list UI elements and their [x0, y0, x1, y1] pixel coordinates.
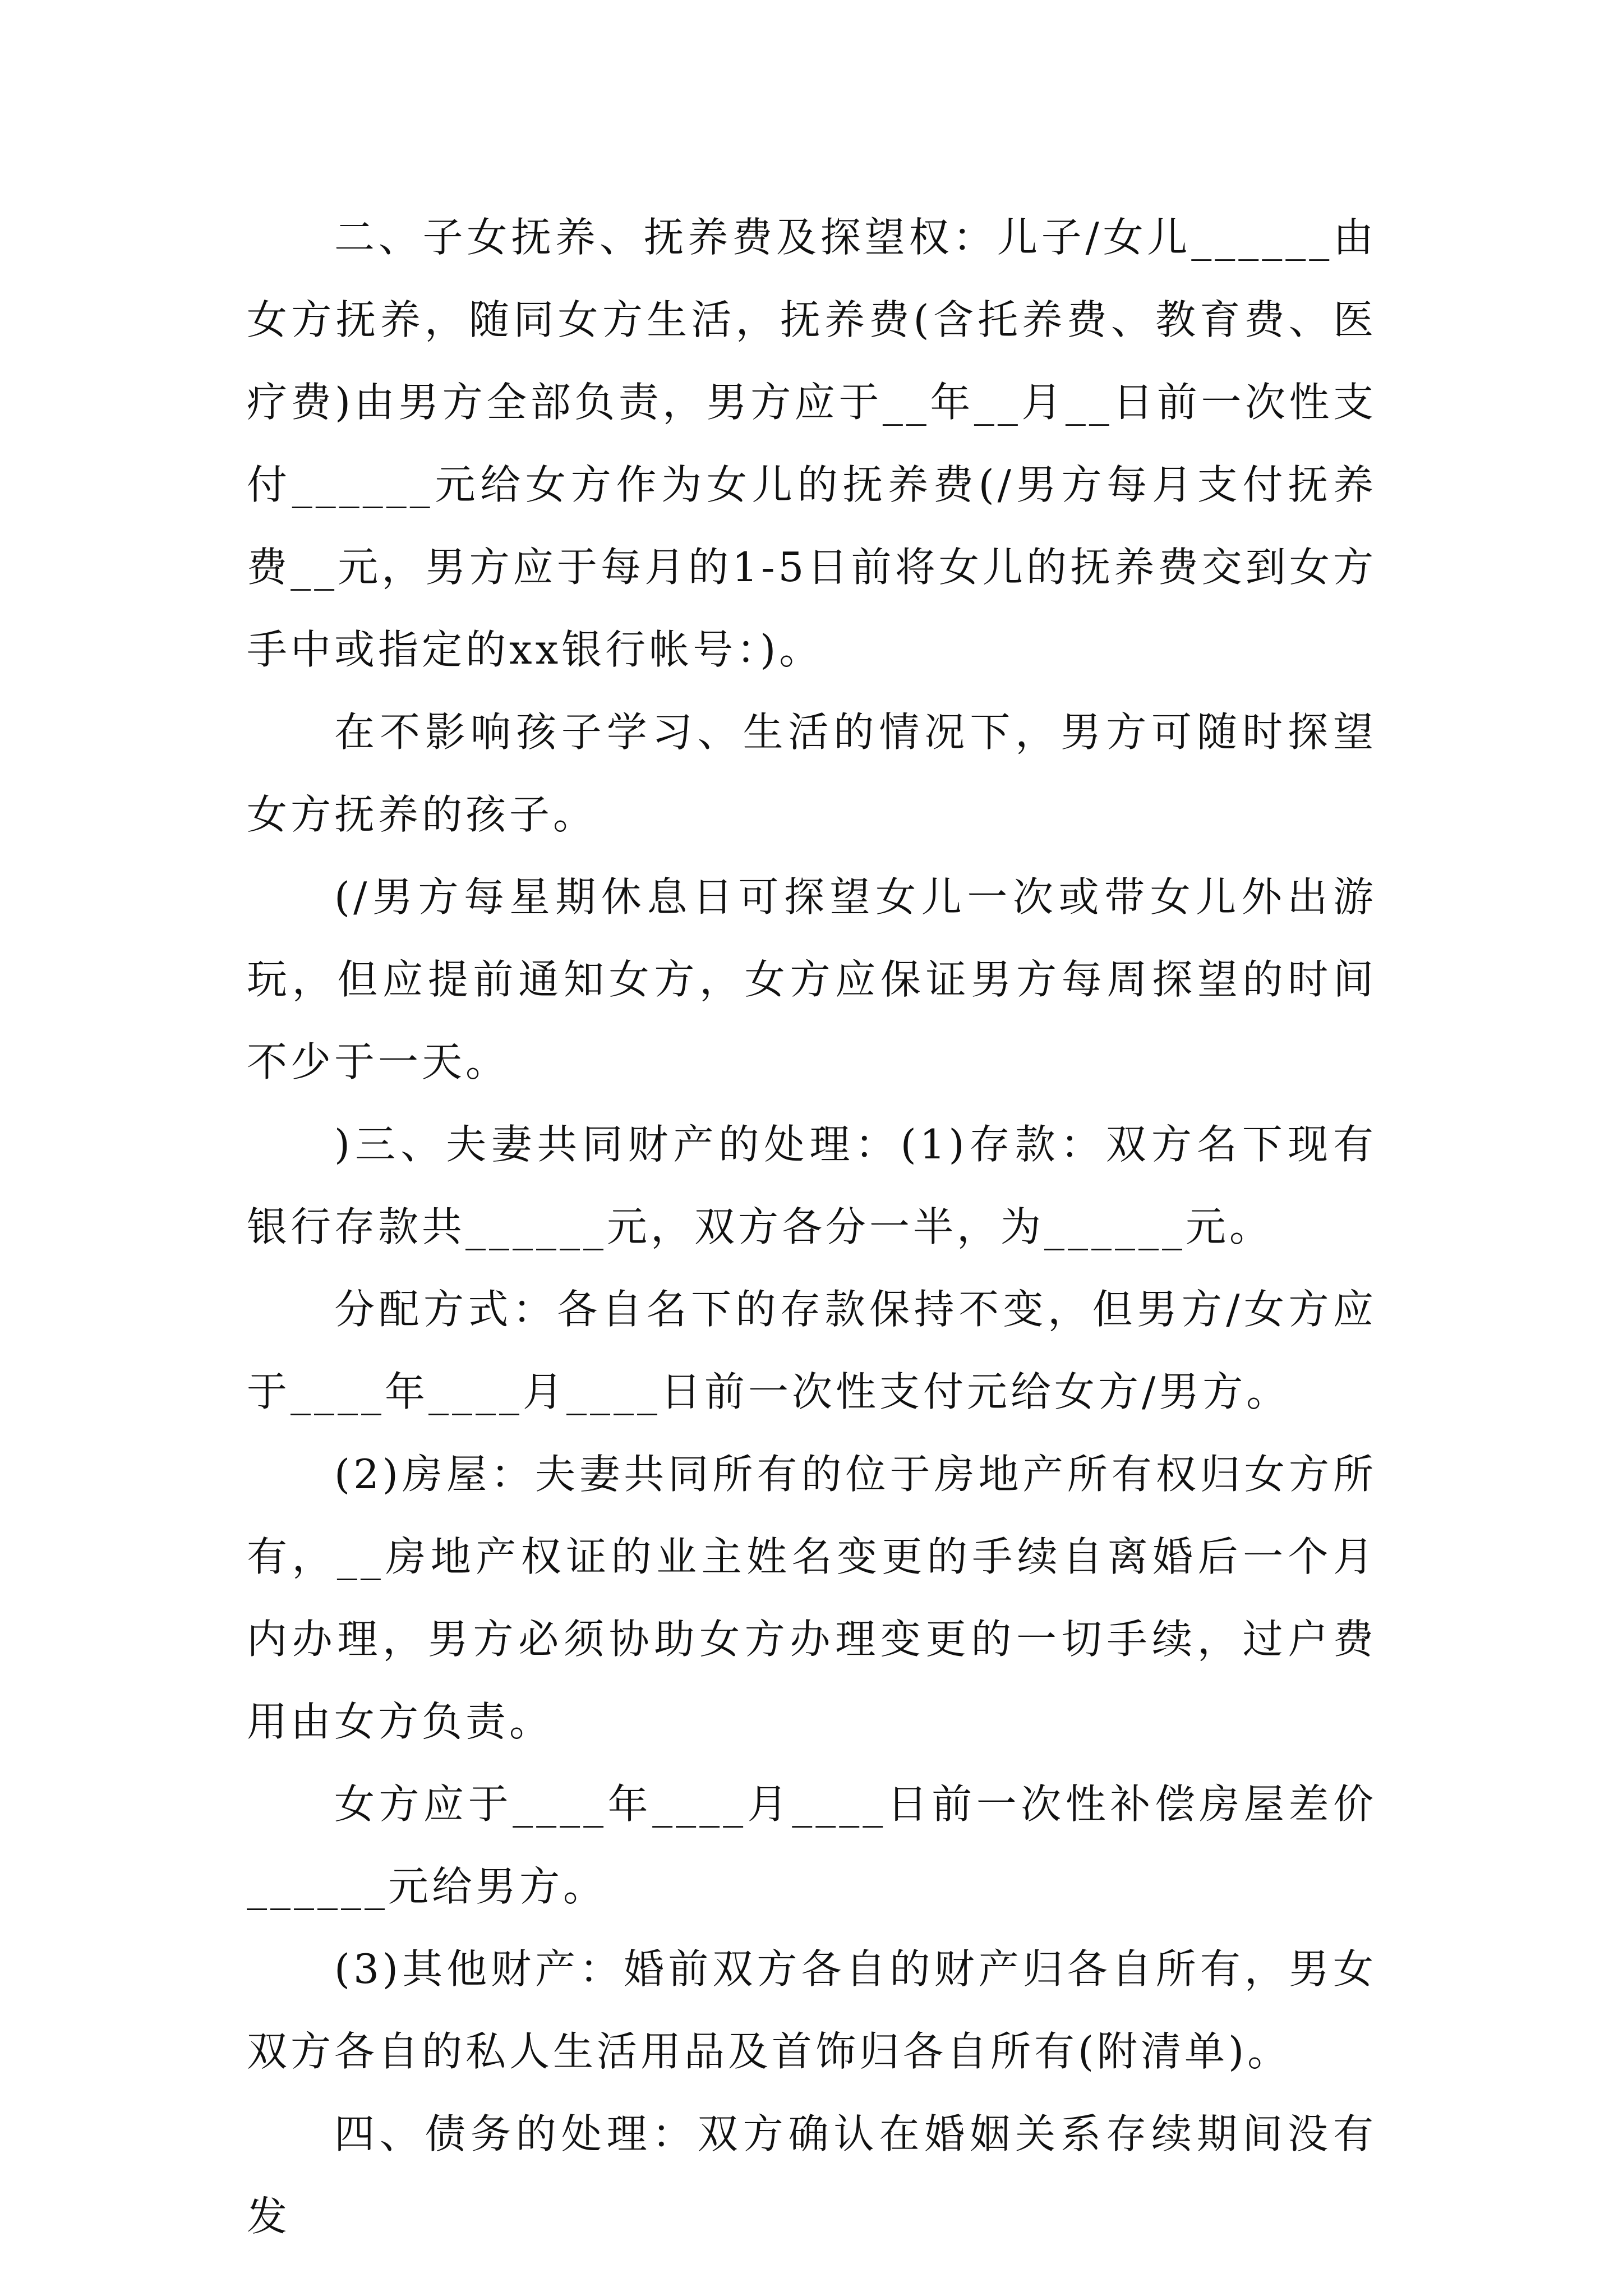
paragraph-distribution-method: 分配方式：各自名下的存款保持不变，但男方/女方应于____年____月____日前一次性支付元给女方/男方。	[247, 1286, 1377, 1415]
paragraph-child-support: 二、子女抚养、抚养费及探望权：儿子/女儿______由女方抚养，随同女方生活，抚养费(含托养费、教育费、医疗费)由男方全部负责，男方应于__年__月__日前一次性支付______元给女方作为女儿的抚养费(/男方每月支付抚养费__元，男方应于每月的1-5日前将女儿的抚养费交到女方手中或指定的xx银行帐号：)。	[247, 214, 1377, 673]
paragraph-debts: 四、债务的处理：双方确认在婚姻关系存续期间没有发	[247, 2110, 1377, 2240]
paragraph-visitation-schedule: (/男方每星期休息日可探望女儿一次或带女儿外出游玩，但应提前通知女方，女方应保证男方每周探望的时间不少于一天。	[247, 873, 1377, 1085]
paragraph-other-property: (3)其他财产：婚前双方各自的财产归各自所有，男女双方各自的私人生活用品及首饰归各自所有(附清单)。	[247, 1945, 1377, 2075]
paragraph-joint-property: )三、夫妻共同财产的处理：(1)存款：双方名下现有银行存款共______元，双方各分一半，为______元。	[247, 1121, 1377, 1250]
paragraph-visitation: 在不影响孩子学习、生活的情况下，男方可随时探望女方抚养的孩子。	[247, 708, 1377, 838]
document-body	[247, 196, 1377, 2258]
paragraph-house-compensation: 女方应于____年____月____日前一次性补偿房屋差价______元给男方。	[247, 1780, 1377, 1910]
paragraph-house: (2)房屋：夫妻共同所有的位于房地产所有权归女方所有，__房地产权证的业主姓名变更的手续自离婚后一个月内办理，男方必须协助女方办理变更的一切手续，过户费用由女方负责。	[247, 1451, 1377, 1745]
